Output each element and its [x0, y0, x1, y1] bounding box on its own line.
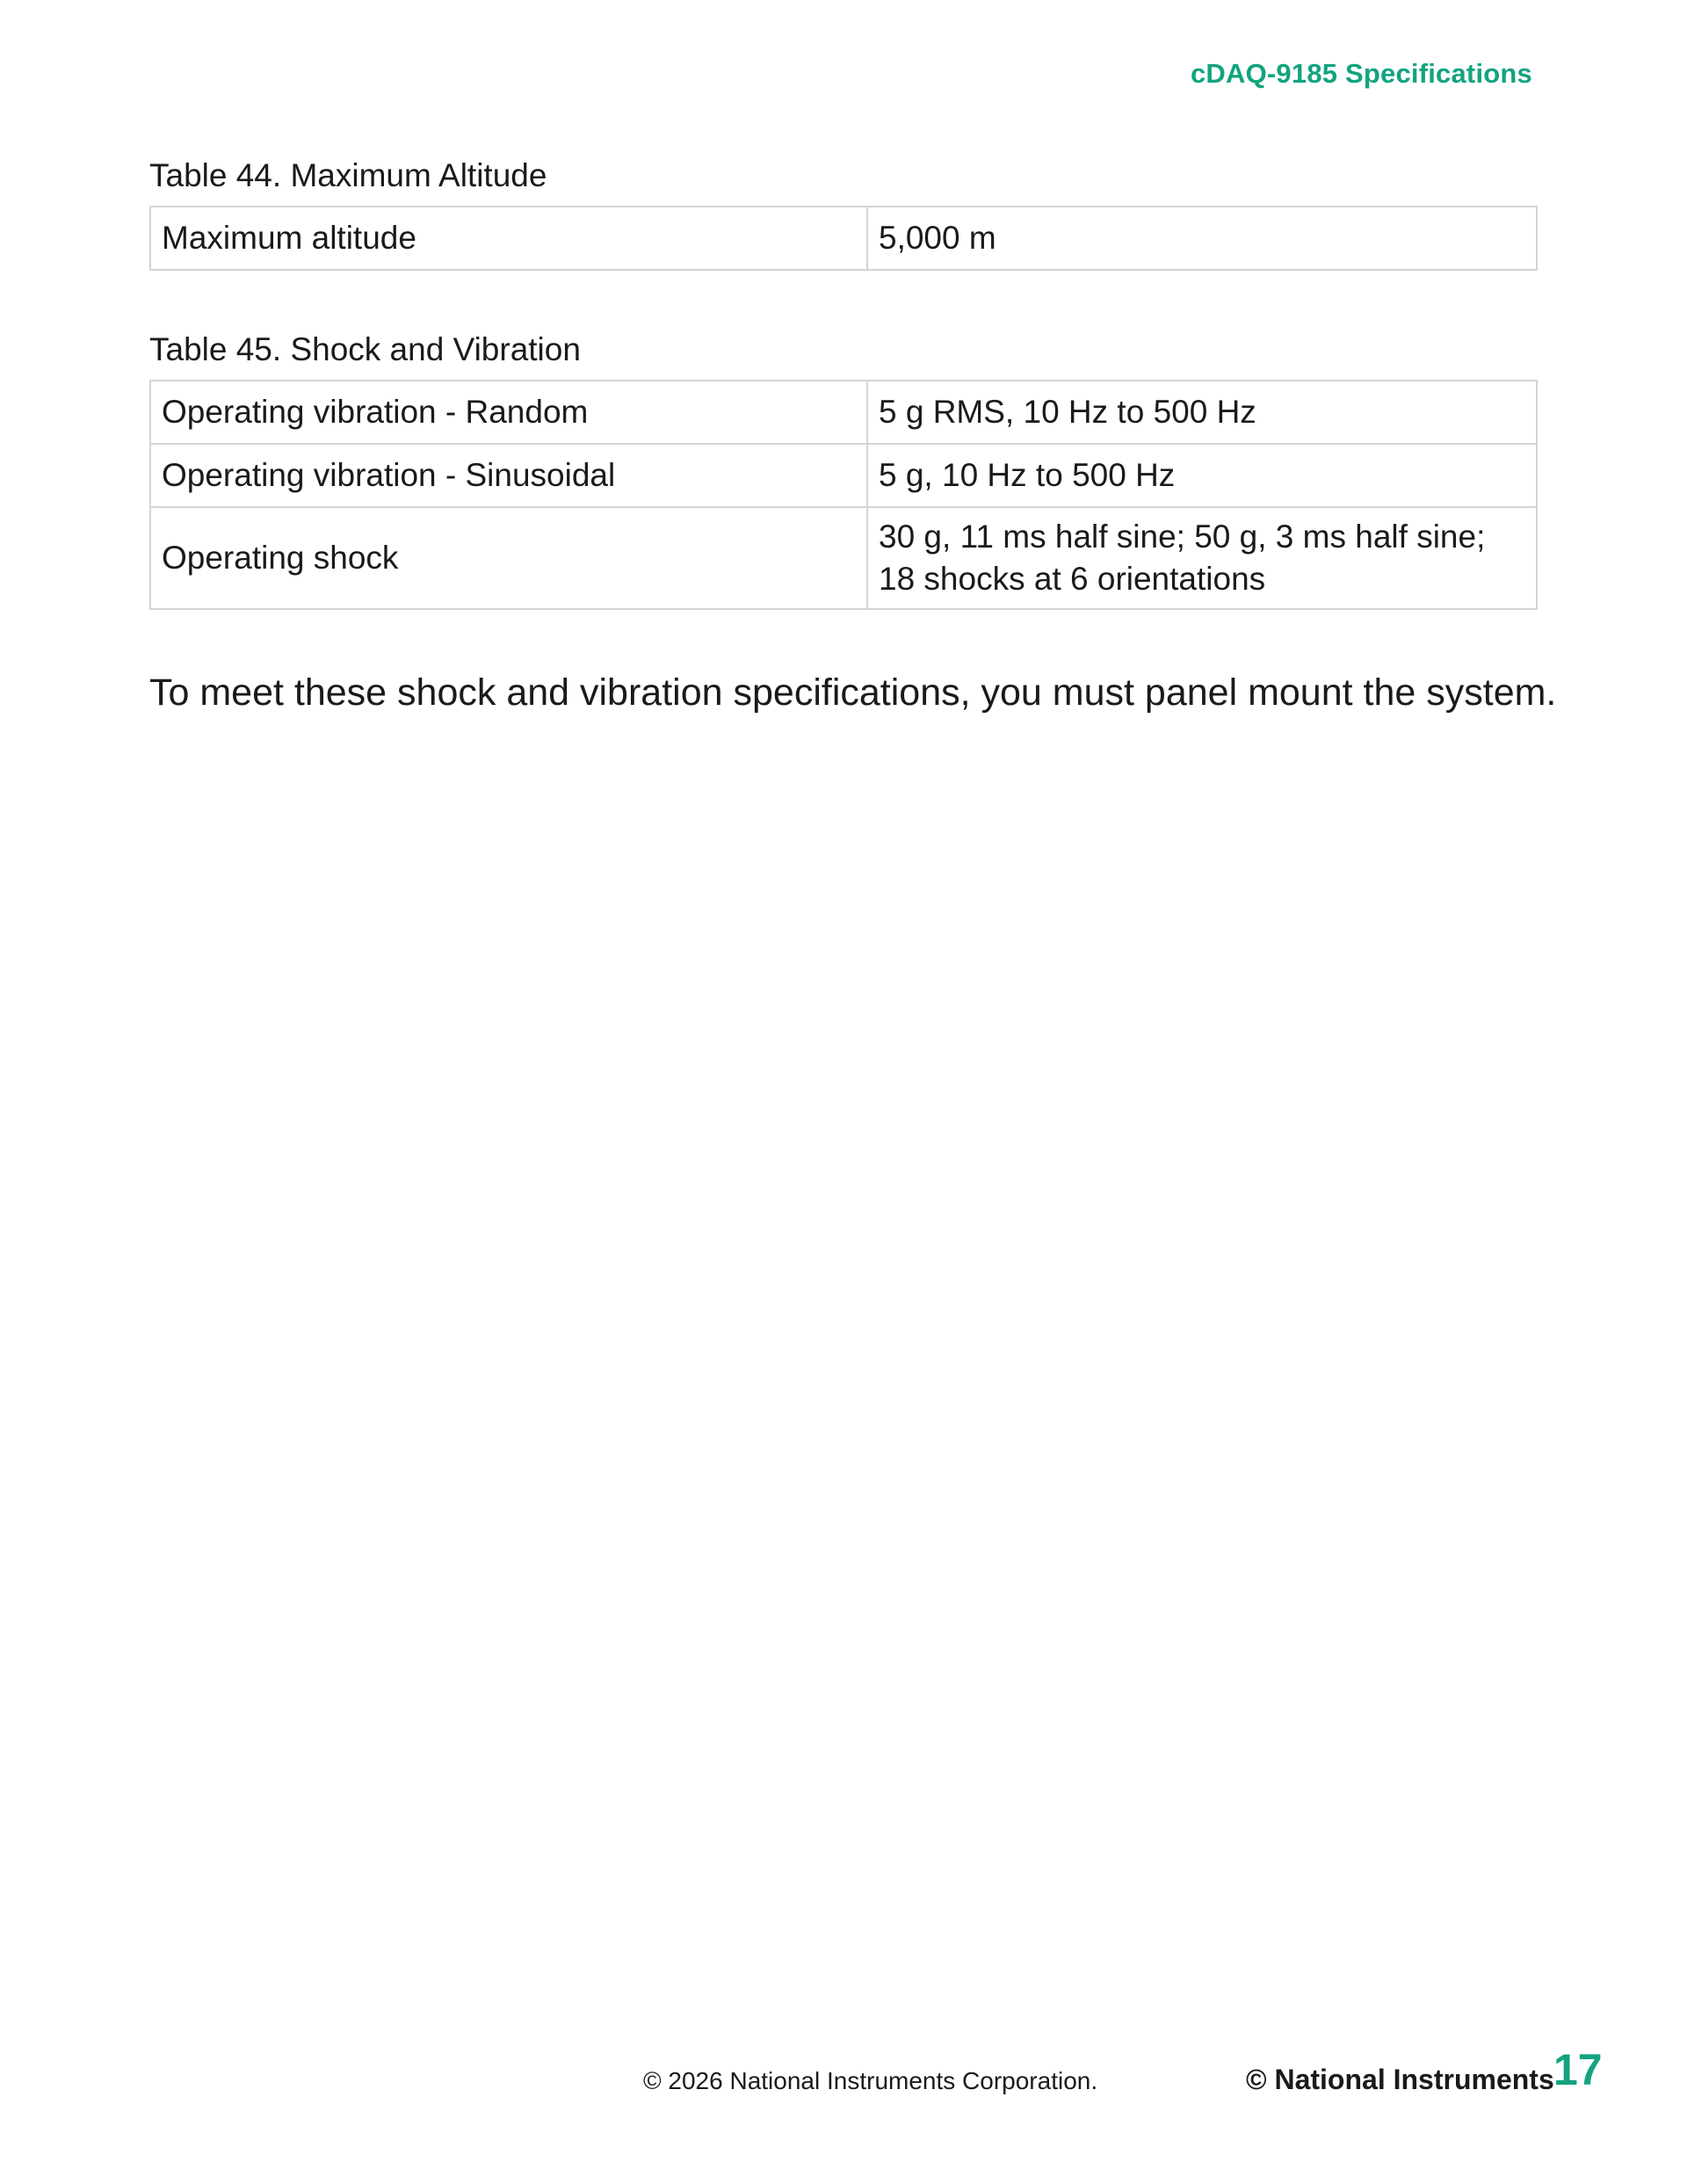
- spec-table: [149, 380, 1538, 610]
- spec-value: [867, 207, 1537, 270]
- footer-copyright: © 2026 National Instruments Corporation.: [643, 2067, 1098, 2094]
- spec-label: Operating vibration - Sinusoidal: [150, 444, 867, 507]
- spec-table: [149, 206, 1538, 271]
- table-shock-and-vibration: [149, 330, 1538, 610]
- table-row: [150, 381, 1537, 444]
- spec-label: Operating vibration - Random: [150, 381, 867, 444]
- spec-value-line: 5,000 m: [879, 220, 996, 256]
- spec-label: Operating shock: [150, 507, 867, 609]
- spec-value-line: 18 shocks at 6 orientations: [879, 561, 1266, 597]
- spec-value-line: 5 g, 10 Hz to 500 Hz: [879, 457, 1176, 493]
- spec-value: [867, 444, 1537, 507]
- body-note: To meet these shock and vibration specifications, you must panel mount the system.: [149, 671, 1557, 714]
- footer-brand: © National Instruments: [1246, 2064, 1554, 2095]
- spec-value-line: 5 g RMS, 10 Hz to 500 Hz: [879, 394, 1256, 430]
- table-caption: Table 45. Shock and Vibration: [149, 331, 581, 367]
- table-row: [150, 444, 1537, 507]
- table-maximum-altitude: [149, 156, 1538, 271]
- table-row: [150, 207, 1537, 270]
- running-header-title: cDAQ-9185 Specifications: [1190, 58, 1532, 89]
- table-row: [150, 507, 1537, 609]
- spec-label: Maximum altitude: [150, 207, 867, 270]
- spec-value-line: 30 g, 11 ms half sine; 50 g, 3 ms half sine;: [879, 519, 1486, 555]
- spec-value: [867, 507, 1537, 609]
- page-number: 17: [1553, 2045, 1603, 2094]
- table-caption: Table 44. Maximum Altitude: [149, 157, 547, 193]
- spec-value: [867, 381, 1537, 444]
